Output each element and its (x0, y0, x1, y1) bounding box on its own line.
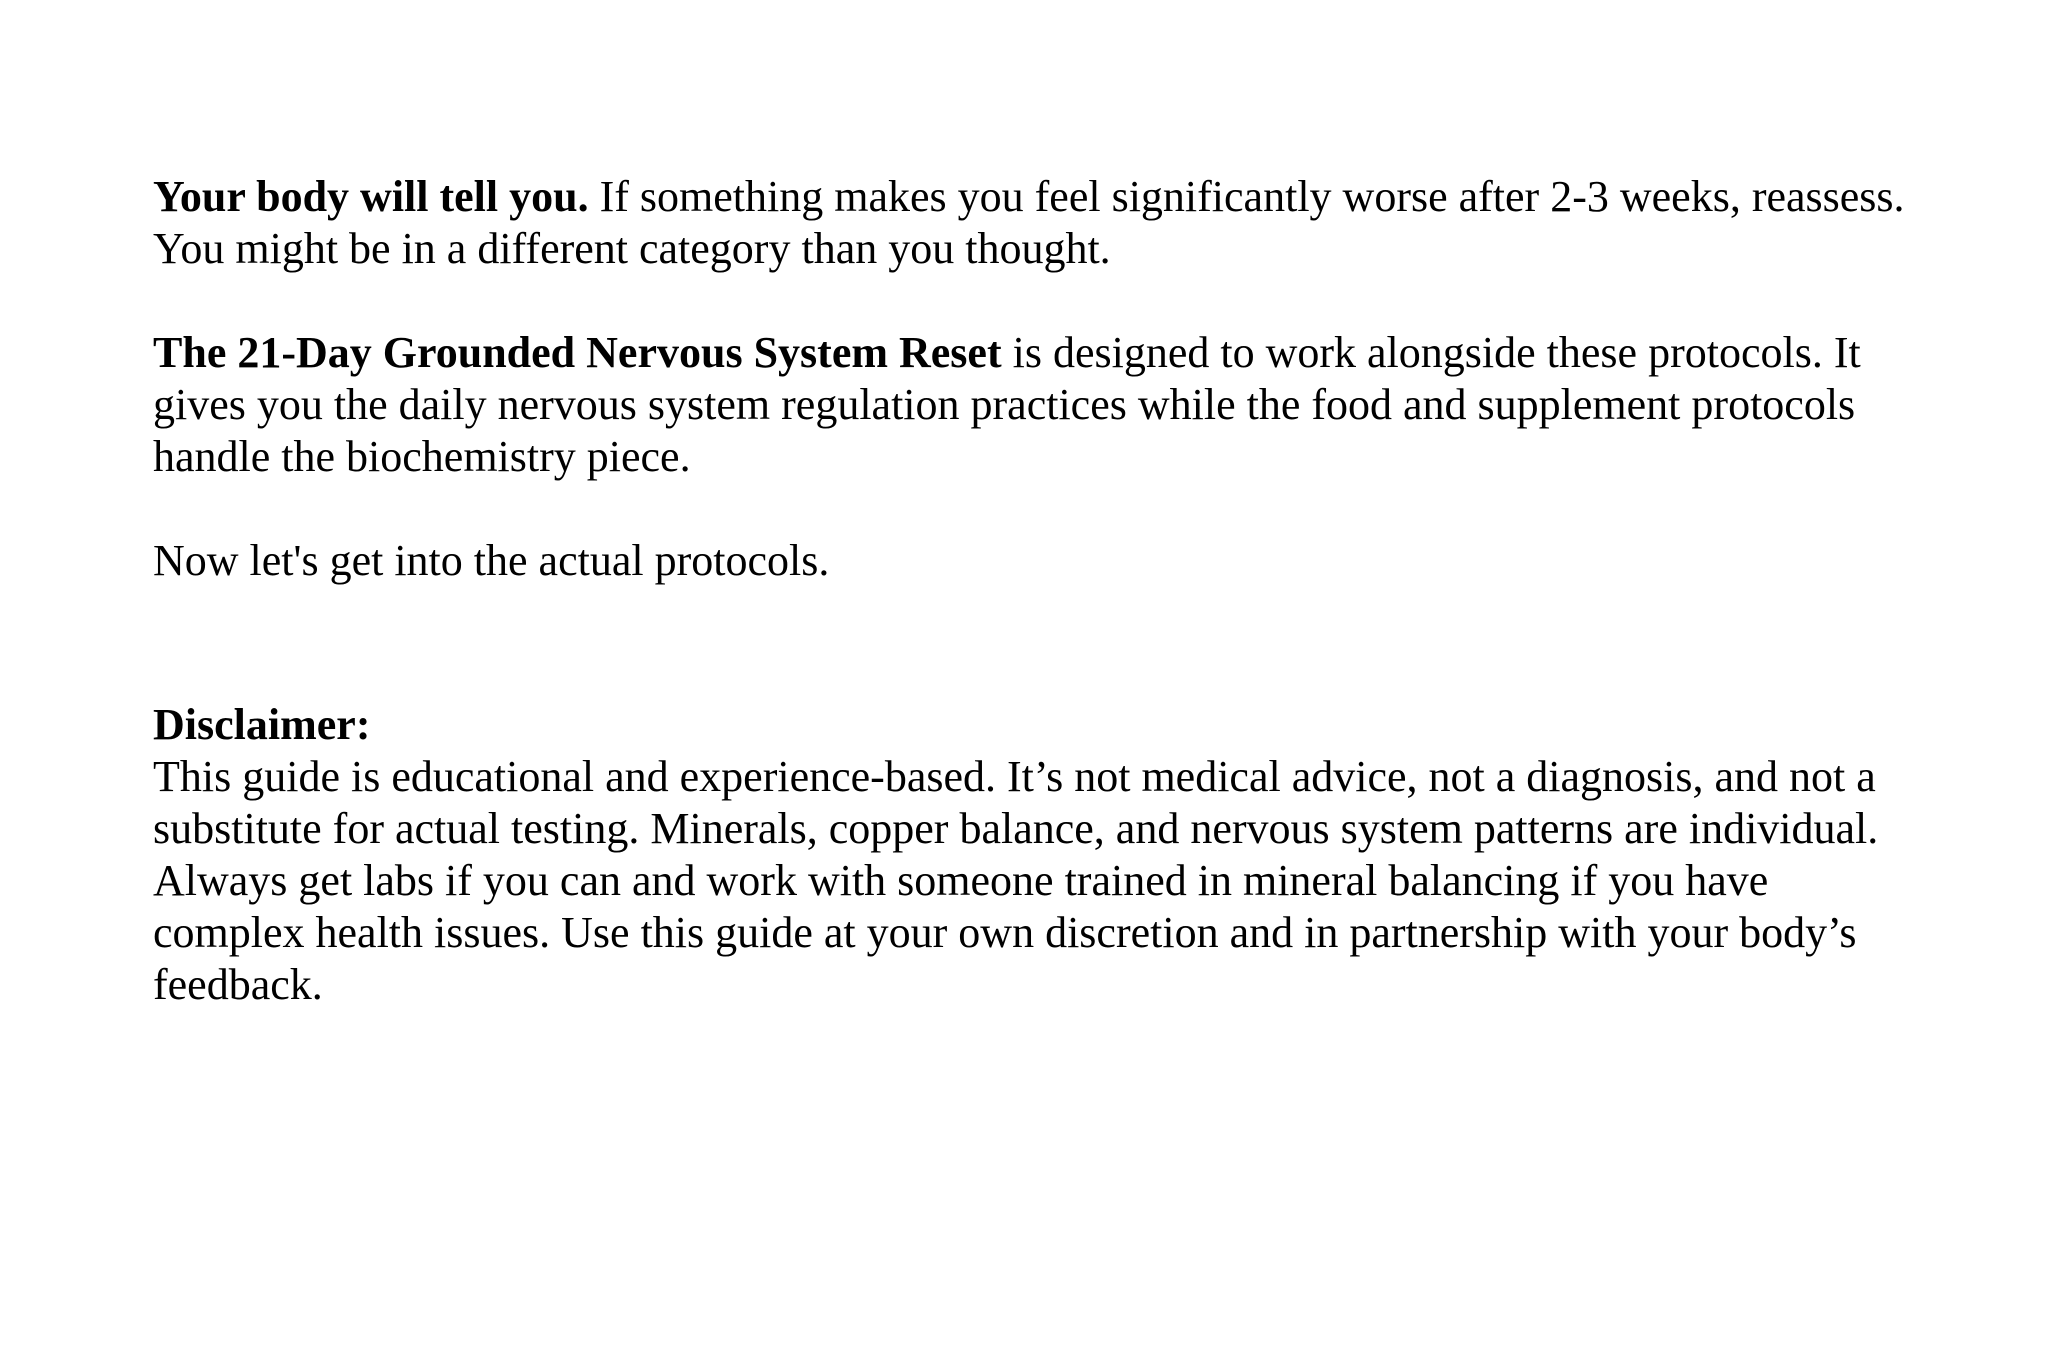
paragraph-bold-lead: Your body will tell you. (153, 172, 589, 221)
paragraph-text: If something makes you feel significantly worse after 2-3 weeks, reassess. You might be in a different category than you thought. (153, 172, 1905, 273)
document-body (153, 171, 1913, 1011)
disclaimer-section (153, 699, 1913, 1011)
paragraph-text: is designed to work alongside these protocols. It gives you the daily nervous system regulation practices while the food and supplement protocols handle the biochemistry piece. (153, 328, 1861, 481)
section-spacer (153, 587, 1913, 699)
paragraph-body-feedback (153, 171, 1913, 275)
disclaimer-text: This guide is educational and experience-based. It’s not medical advice, not a diagnosis, and not a substitute for actual testing. Minerals, copper balance, and nervous system patterns are individual. Always get labs if you can and work with someone trained in mineral balancing if you have complex health issues. Use this guide at your own discretion and in partnership with your body’s feedback. (153, 752, 1879, 1009)
paragraph-text: Now let's get into the actual protocols. (153, 536, 830, 585)
paragraph-transition (153, 535, 1913, 587)
paragraph-reset-program (153, 327, 1913, 483)
disclaimer-heading: Disclaimer: (153, 700, 371, 749)
paragraph-bold-lead: The 21-Day Grounded Nervous System Reset (153, 328, 1002, 377)
